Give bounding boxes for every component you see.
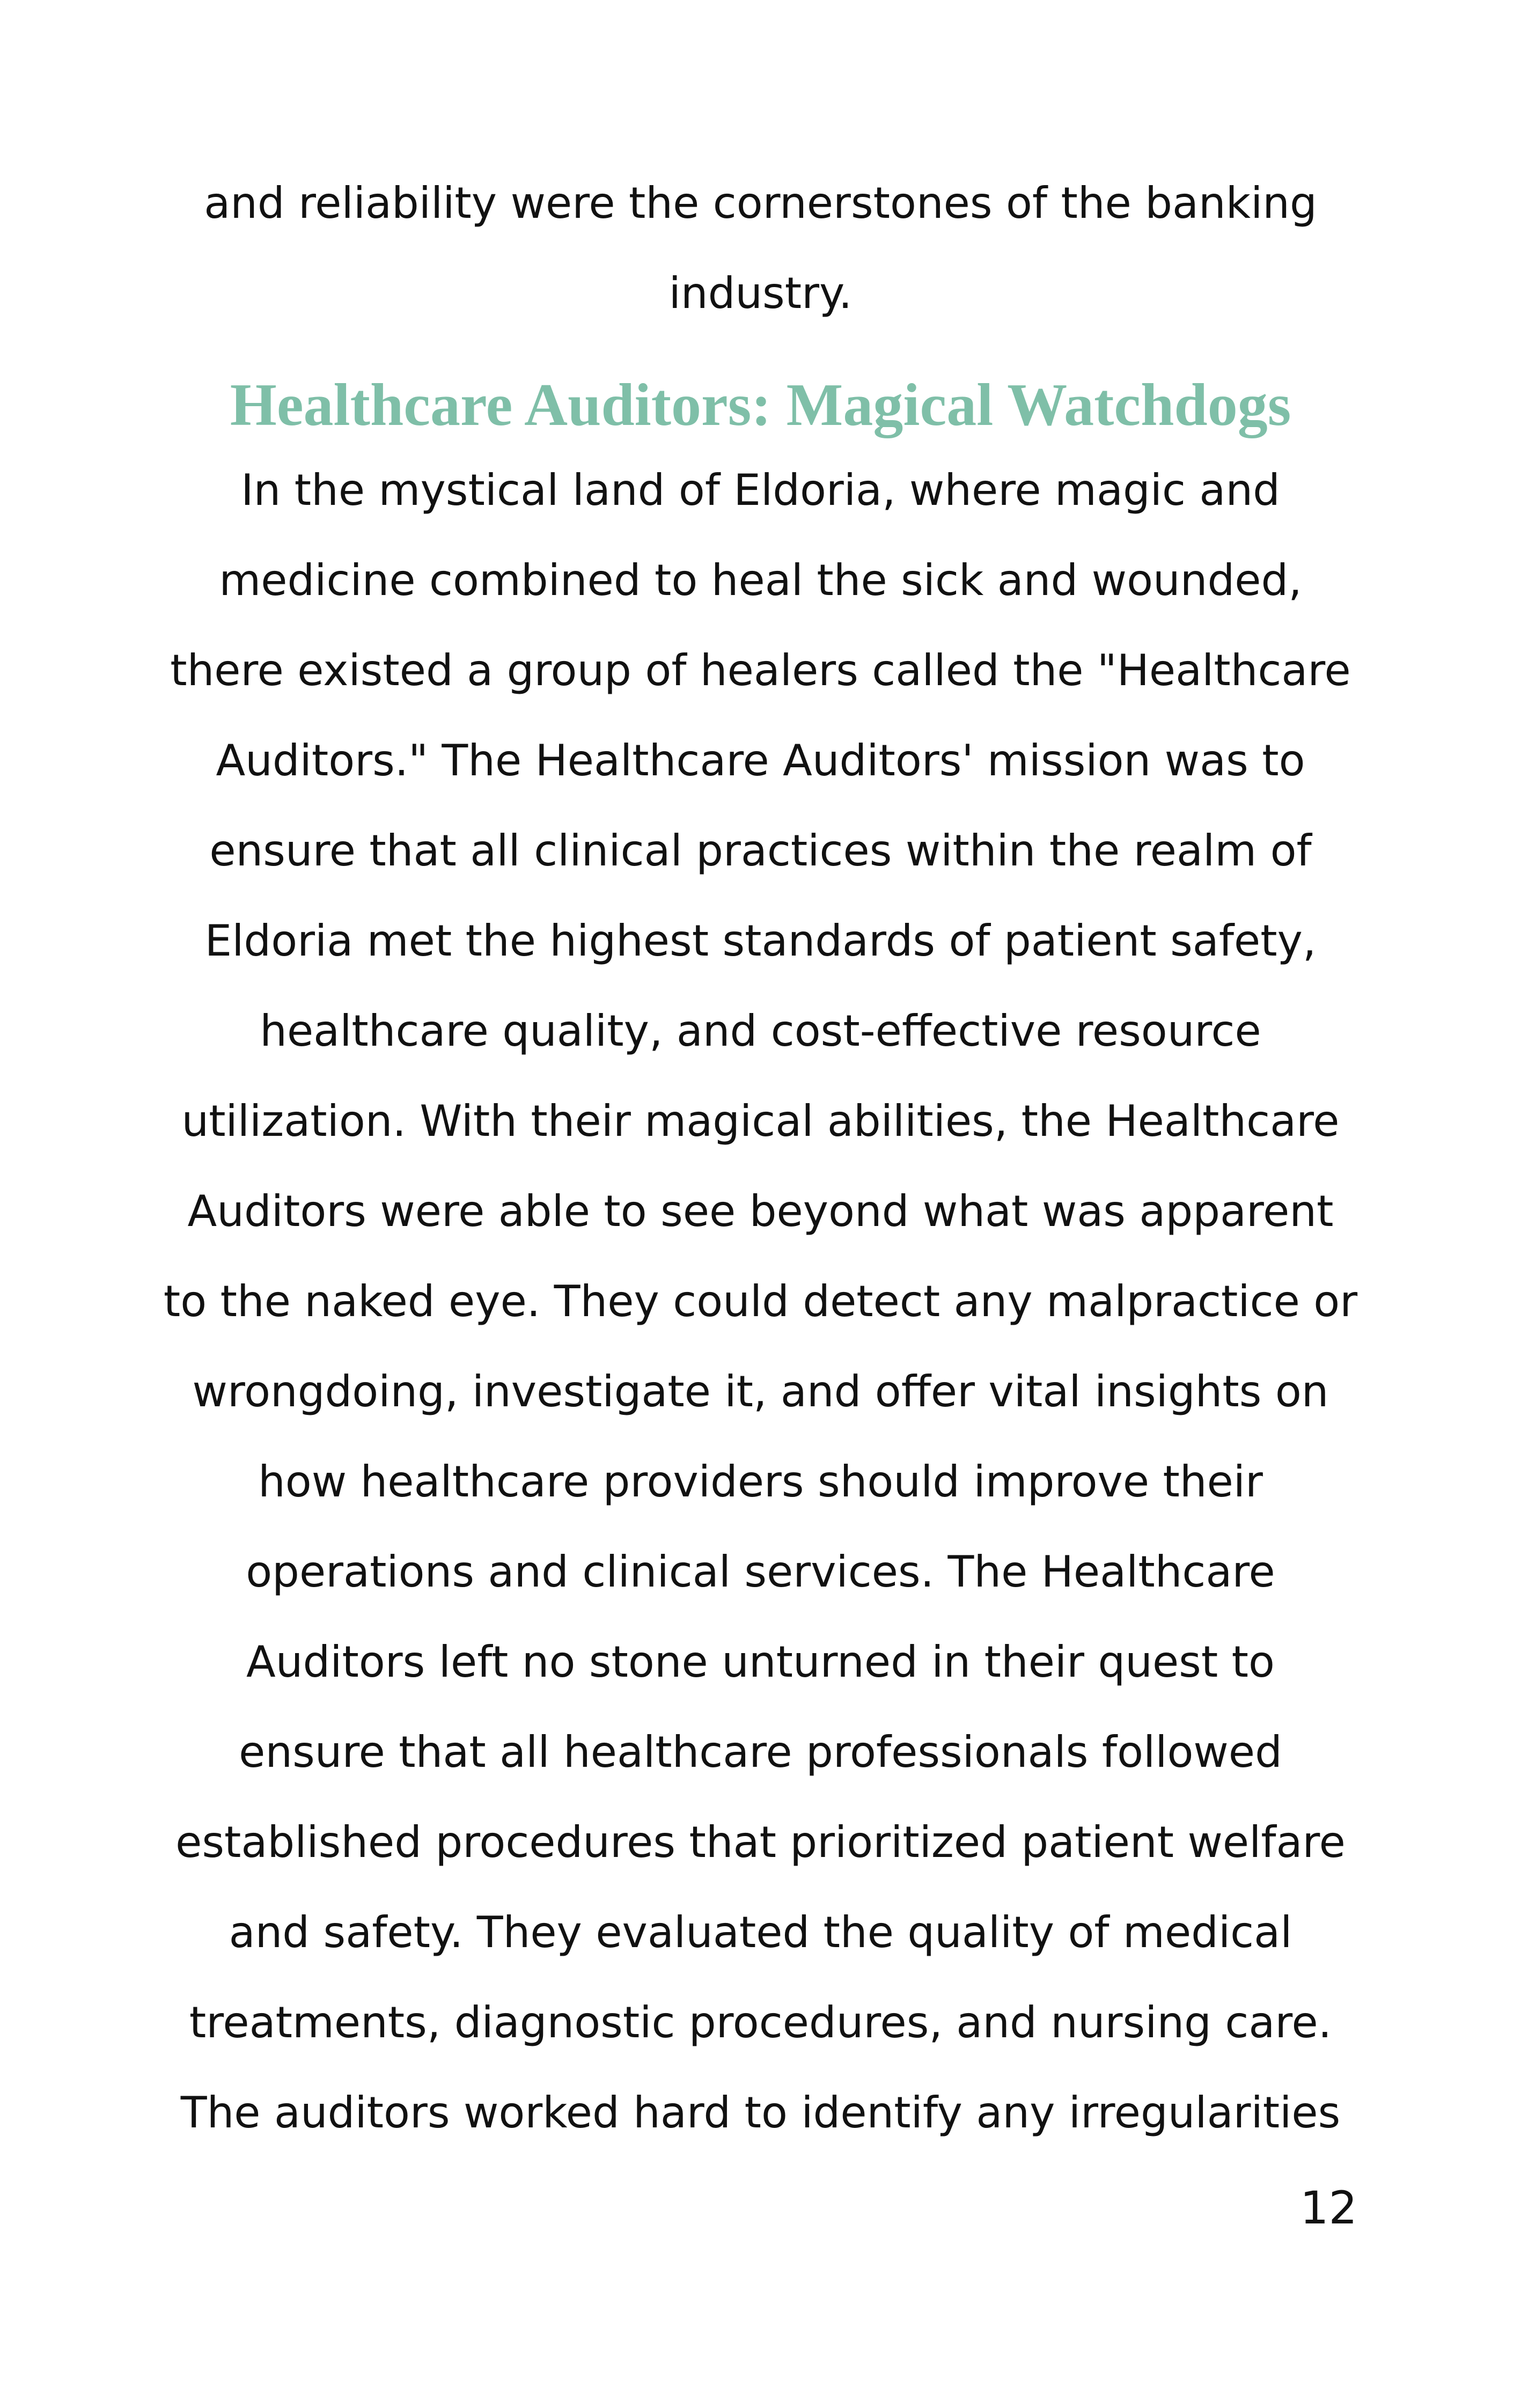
paragraph-line: wrongdoing, investigate it, and offer vital insights on (192, 1367, 1329, 1416)
paragraph-line: Auditors." The Healthcare Auditors' mission was to (216, 736, 1305, 785)
lead-paragraph (156, 158, 1365, 339)
paragraph-line: and reliability were the cornerstones of the banking (204, 178, 1317, 228)
page-number: 12 (1300, 2182, 1357, 2234)
paragraph-line: utilization. With their magical abilities, the Healthcare (181, 1096, 1340, 1146)
paragraph-line: Auditors were able to see beyond what was apparent (187, 1186, 1334, 1236)
paragraph-line: to the naked eye. They could detect any malpractice or (163, 1276, 1358, 1326)
paragraph-line: medicine combined to heal the sick and wounded, (219, 555, 1302, 605)
paragraph-line: healthcare quality, and cost-effective resource (260, 1006, 1261, 1056)
paragraph-line: established procedures that prioritized patient welfare (175, 1817, 1346, 1867)
paragraph-line: and safety. They evaluated the quality of medical (229, 1907, 1292, 1957)
paragraph-line: The auditors worked hard to identify any irregularities (180, 2088, 1341, 2138)
paragraph-line: In the mystical land of Eldoria, where magic and (241, 465, 1280, 515)
paragraph-line: treatments, diagnostic procedures, and nursing care. (189, 1998, 1332, 2047)
paragraph-line: Eldoria met the highest standards of patient safety, (204, 916, 1317, 966)
section-heading: Healthcare Auditors: Magical Watchdogs (230, 372, 1291, 438)
paragraph-line: how healthcare providers should improve their (258, 1457, 1263, 1507)
paragraph-line: there existed a group of healers called the "Healthcare (170, 645, 1351, 695)
body-paragraph (156, 445, 1365, 2158)
paragraph-line: operations and clinical services. The Healthcare (246, 1547, 1275, 1597)
paragraph-line: industry. (668, 268, 853, 318)
paragraph-line: ensure that all healthcare professionals followed (239, 1727, 1282, 1777)
paragraph-line: ensure that all clinical practices within the realm of (209, 826, 1312, 876)
paragraph-line: Auditors left no stone unturned in their quest to (246, 1637, 1275, 1687)
